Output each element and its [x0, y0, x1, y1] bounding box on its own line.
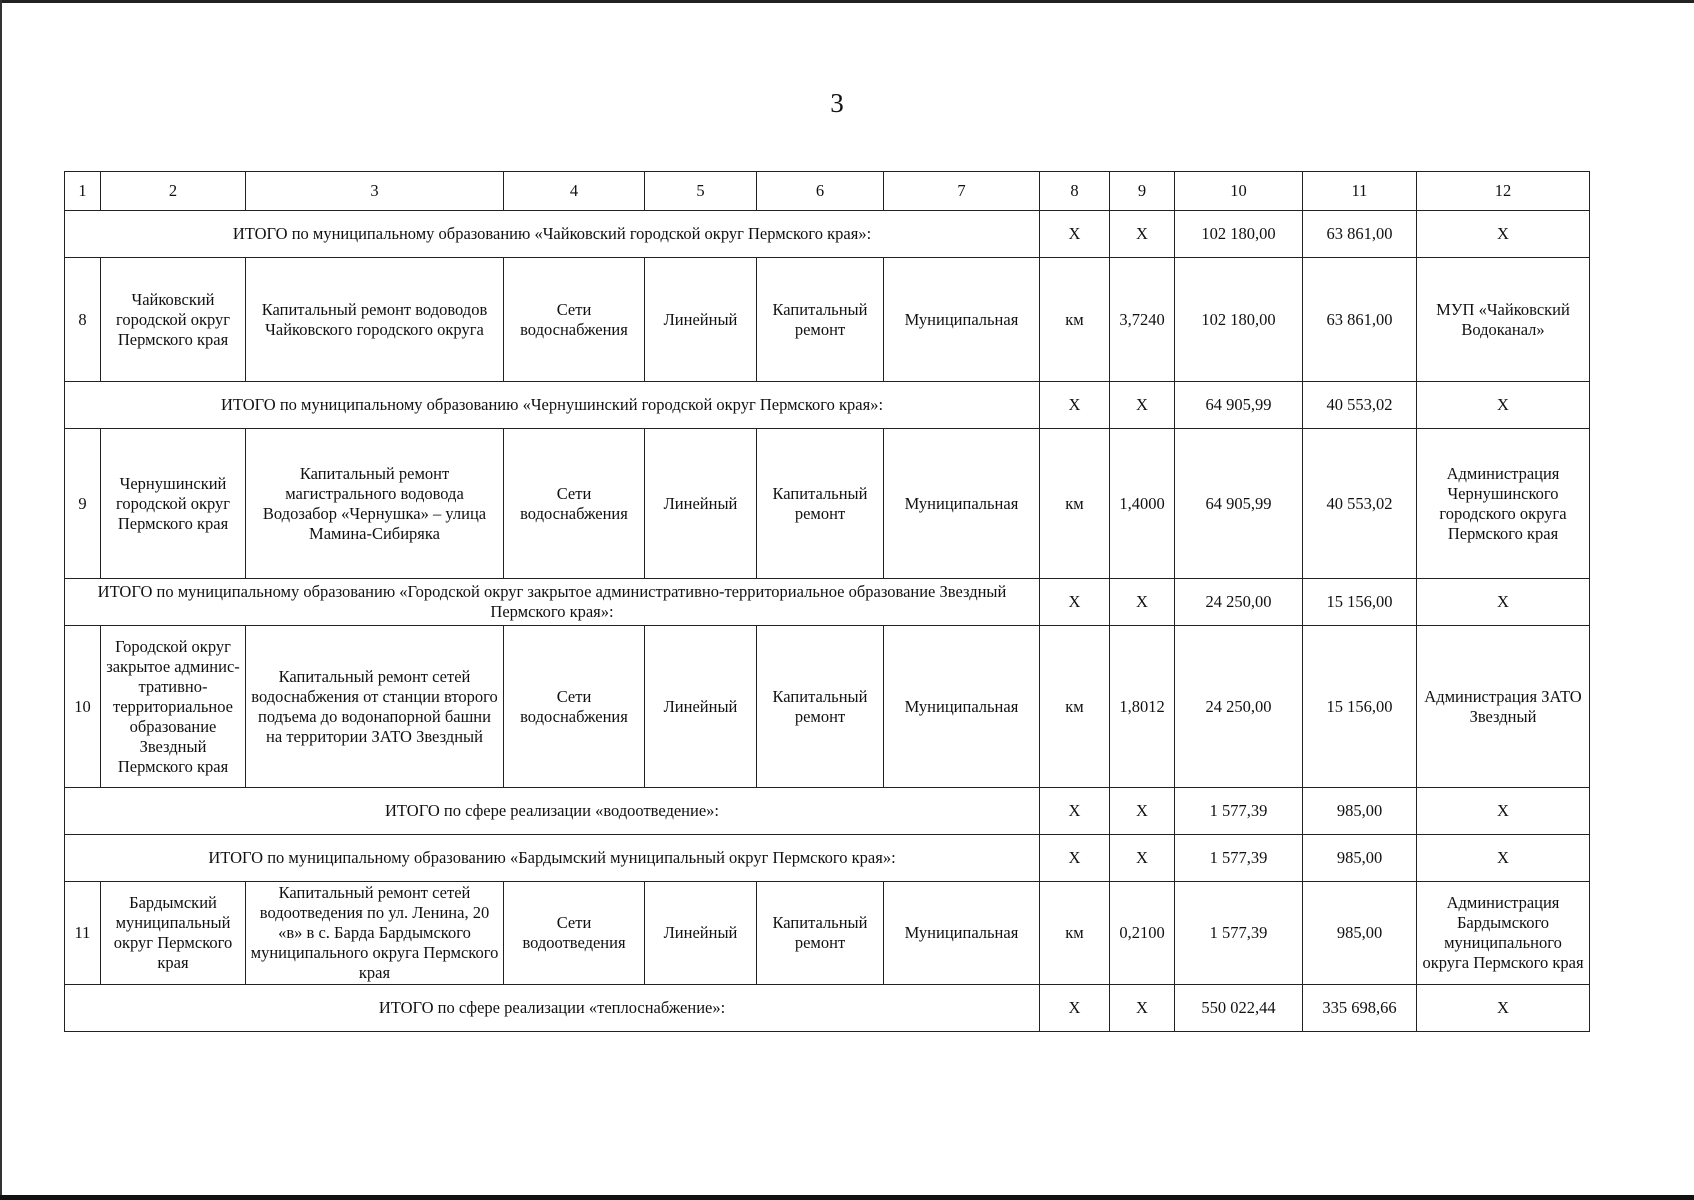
- total-col-8: Х: [1040, 579, 1110, 626]
- subsidy-cell: 40 553,02: [1303, 429, 1417, 579]
- total-subsidy: 335 698,66: [1303, 985, 1417, 1032]
- total-col-9: Х: [1110, 985, 1175, 1032]
- unit-cell: км: [1040, 429, 1110, 579]
- executor-cell: Администрация ЗАТО Звездный: [1417, 626, 1590, 788]
- cost-cell: 24 250,00: [1175, 626, 1303, 788]
- total-subsidy: 985,00: [1303, 835, 1417, 882]
- total-col-12: Х: [1417, 788, 1590, 835]
- object-name-cell: Капитальный ремонт водоводов Чайковского городского округа: [246, 258, 504, 382]
- total-col-12: Х: [1417, 985, 1590, 1032]
- total-label: ИТОГО по муниципальному образованию «Чайковский городской округ Пермского края»:: [65, 211, 1040, 258]
- municipality-cell: Чернушинский городской округ Пермского края: [101, 429, 246, 579]
- total-col-12: Х: [1417, 835, 1590, 882]
- executor-cell: Администрация Чернушинского городского округа Пермского края: [1417, 429, 1590, 579]
- total-col-8: Х: [1040, 835, 1110, 882]
- object-name-cell: Капитальный ремонт магистрального водовода Водозабор «Чернушка» – улица Мамина-Сибиряка: [246, 429, 504, 579]
- municipality-cell: Чайковский городской округ Пермского края: [101, 258, 246, 382]
- column-number: 1: [65, 172, 101, 211]
- length-cell: 1,8012: [1110, 626, 1175, 788]
- total-col-9: Х: [1110, 382, 1175, 429]
- total-subsidy: 63 861,00: [1303, 211, 1417, 258]
- total-label: ИТОГО по сфере реализации «теплоснабжение»:: [65, 985, 1040, 1032]
- column-number: 12: [1417, 172, 1590, 211]
- column-number: 7: [884, 172, 1040, 211]
- unit-cell: км: [1040, 258, 1110, 382]
- object-name-cell: Капитальный ремонт сетей водоотведения по ул. Ленина, 20 «в» в с. Барда Бардымского муниципального округа Пермского края: [246, 882, 504, 985]
- object-kind-cell: Линейный: [645, 882, 757, 985]
- municipality-cell: Бардымский муниципальный округ Пермского края: [101, 882, 246, 985]
- scan-edge-bottom: [0, 1195, 1694, 1200]
- column-number: 6: [757, 172, 884, 211]
- work-type-cell: Капитальный ремонт: [757, 258, 884, 382]
- column-number: 8: [1040, 172, 1110, 211]
- municipality-cell: Городской округ закрытое админис-тративно-территориальное образование Звездный Пермского края: [101, 626, 246, 788]
- ownership-cell: Муниципальная: [884, 626, 1040, 788]
- total-cost: 64 905,99: [1175, 382, 1303, 429]
- total-cost: 24 250,00: [1175, 579, 1303, 626]
- total-col-8: Х: [1040, 788, 1110, 835]
- column-number: 9: [1110, 172, 1175, 211]
- total-subsidy: 40 553,02: [1303, 382, 1417, 429]
- page-number: 3: [830, 88, 844, 118]
- row-number: 8: [65, 258, 101, 382]
- unit-cell: км: [1040, 882, 1110, 985]
- ownership-cell: Муниципальная: [884, 258, 1040, 382]
- total-row: [65, 382, 1590, 429]
- total-row: [65, 788, 1590, 835]
- total-col-9: Х: [1110, 788, 1175, 835]
- total-label: ИТОГО по муниципальному образованию «Чернушинский городской округ Пермского края»:: [65, 382, 1040, 429]
- row-number: 9: [65, 429, 101, 579]
- total-cost: 1 577,39: [1175, 788, 1303, 835]
- cost-cell: 1 577,39: [1175, 882, 1303, 985]
- network-type-cell: Сети водоотведения: [504, 882, 645, 985]
- total-col-12: Х: [1417, 211, 1590, 258]
- total-col-12: Х: [1417, 382, 1590, 429]
- network-type-cell: Сети водоснабжения: [504, 429, 645, 579]
- subsidy-cell: 15 156,00: [1303, 626, 1417, 788]
- total-col-12: Х: [1417, 579, 1590, 626]
- total-row: [65, 835, 1590, 882]
- total-row: [65, 985, 1590, 1032]
- length-cell: 1,4000: [1110, 429, 1175, 579]
- object-row: [65, 626, 1590, 788]
- total-label: ИТОГО по муниципальному образованию «Бардымский муниципальный округ Пермского края»:: [65, 835, 1040, 882]
- column-number: 11: [1303, 172, 1417, 211]
- total-col-9: Х: [1110, 835, 1175, 882]
- scan-edge-top: [0, 0, 1694, 3]
- object-kind-cell: Линейный: [645, 429, 757, 579]
- registry-table: [64, 171, 1590, 1032]
- row-number: 11: [65, 882, 101, 985]
- executor-cell: МУП «Чайковский Водоканал»: [1417, 258, 1590, 382]
- total-label: ИТОГО по муниципальному образованию «Городской округ закрытое административно-территориальное образование Звездный Пермского края»:: [65, 579, 1040, 626]
- object-row: [65, 258, 1590, 382]
- network-type-cell: Сети водоснабжения: [504, 258, 645, 382]
- column-number: 3: [246, 172, 504, 211]
- column-number: 10: [1175, 172, 1303, 211]
- object-row: [65, 429, 1590, 579]
- column-number: 5: [645, 172, 757, 211]
- object-kind-cell: Линейный: [645, 626, 757, 788]
- work-type-cell: Капитальный ремонт: [757, 626, 884, 788]
- total-label: ИТОГО по сфере реализации «водоотведение»:: [65, 788, 1040, 835]
- network-type-cell: Сети водоснабжения: [504, 626, 645, 788]
- column-number: 2: [101, 172, 246, 211]
- scan-edge-left: [0, 0, 2, 1200]
- length-cell: 3,7240: [1110, 258, 1175, 382]
- total-col-8: Х: [1040, 211, 1110, 258]
- total-col-9: Х: [1110, 579, 1175, 626]
- ownership-cell: Муниципальная: [884, 429, 1040, 579]
- unit-cell: км: [1040, 626, 1110, 788]
- total-row: [65, 579, 1590, 626]
- total-cost: 102 180,00: [1175, 211, 1303, 258]
- total-cost: 550 022,44: [1175, 985, 1303, 1032]
- ownership-cell: Муниципальная: [884, 882, 1040, 985]
- subsidy-cell: 63 861,00: [1303, 258, 1417, 382]
- work-type-cell: Капитальный ремонт: [757, 882, 884, 985]
- object-name-cell: Капитальный ремонт сетей водоснабжения от станции второго подъема до водонапорной башни на территории ЗАТО Звездный: [246, 626, 504, 788]
- length-cell: 0,2100: [1110, 882, 1175, 985]
- subsidy-cell: 985,00: [1303, 882, 1417, 985]
- object-kind-cell: Линейный: [645, 258, 757, 382]
- cost-cell: 64 905,99: [1175, 429, 1303, 579]
- cost-cell: 102 180,00: [1175, 258, 1303, 382]
- total-row: [65, 211, 1590, 258]
- work-type-cell: Капитальный ремонт: [757, 429, 884, 579]
- executor-cell: Администрация Бардымского муниципального округа Пермского края: [1417, 882, 1590, 985]
- total-col-9: Х: [1110, 211, 1175, 258]
- total-cost: 1 577,39: [1175, 835, 1303, 882]
- row-number: 10: [65, 626, 101, 788]
- total-subsidy: 15 156,00: [1303, 579, 1417, 626]
- column-number: 4: [504, 172, 645, 211]
- total-subsidy: 985,00: [1303, 788, 1417, 835]
- total-col-8: Х: [1040, 985, 1110, 1032]
- object-row: [65, 882, 1590, 985]
- column-number-row: [65, 172, 1590, 211]
- total-col-8: Х: [1040, 382, 1110, 429]
